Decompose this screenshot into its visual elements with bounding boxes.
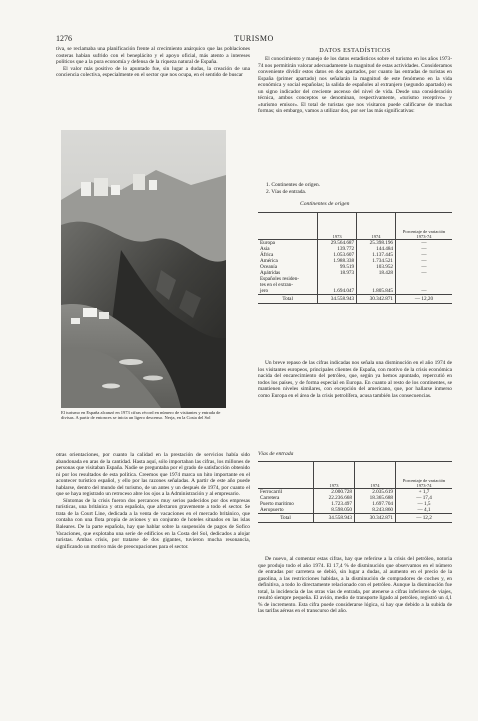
cell: — <box>396 264 453 270</box>
cell: Oceanía <box>260 264 277 270</box>
header-cell: Porcentaje de variación 1973-74 <box>396 462 453 489</box>
cell: 103.952 <box>357 264 396 270</box>
header-cell <box>258 462 313 489</box>
cell: — 4,1 <box>396 507 453 514</box>
cell: 99.519 <box>318 264 357 270</box>
cell: Puerto marítimo <box>260 501 294 507</box>
cell: — <box>396 288 453 295</box>
list-item: 2. Vías de entrada. <box>266 188 307 195</box>
cell: 29.564.687 <box>318 240 357 247</box>
header-cell: Porcentaje de variación 1973-74 <box>396 213 453 240</box>
cell: — <box>396 246 453 252</box>
cell: — 1,5 <box>396 501 453 507</box>
table-total-row <box>258 514 452 523</box>
running-header <box>56 34 452 46</box>
cell: 18.428 <box>357 270 396 276</box>
cell: — 12,20 <box>396 295 453 304</box>
cell: 2.000.728 <box>313 489 354 496</box>
paragraph: El valor más positivo de lo apuntado fue, sin lugar a dudas, la creación de una conciencia colectiva, especialmente en el sector que nos ocupa, en el sentido de buscar <box>56 65 250 79</box>
list-item: 1. Continentes de origen. <box>266 182 321 188</box>
table-continents <box>258 212 452 304</box>
cell: 30.342.871 <box>357 295 396 304</box>
paragraph: Un breve repaso de las cifras indicadas nos señala una disminución en el año 1974 de los visitantes europeos, principales clientes de España, con motivo de la crisis económica nacida del encarecimiento del petróleo, que, según ya hemos apuntado, repercutió en todos los países, y de forma especial en Europa. En cuanto al resto de los continentes, se mantienen niveles similares, con excepción del americano, que, por hallarse inmerso como Europa en el área de la crisis petrolífera, acusa también las consecuencias. <box>258 360 452 399</box>
section-title: DATOS ESTADÍSTICOS <box>319 47 391 54</box>
cell: 34.558.943 <box>318 295 357 304</box>
left-column-top <box>56 46 250 79</box>
coastal-village-photo <box>61 130 226 408</box>
header-cell: 1973 <box>318 213 357 240</box>
cell: + 1,7 <box>396 489 453 496</box>
table-header-row <box>258 462 452 489</box>
cell: América <box>260 258 278 264</box>
cell: 1.805.845 <box>357 288 396 295</box>
cell: África <box>260 252 274 258</box>
page-number: 1276 <box>56 34 72 43</box>
cell: — <box>396 240 453 247</box>
cell: 8.598.050 <box>313 507 354 514</box>
cell: 8.243.860 <box>354 507 395 514</box>
photo-caption: El turismo en España alcanzó en 1973 cifras récord en número de visitantes y entrada de divisas. A partir de entonces se inicia un ligero descenso. Nerja, en la Costa del Sol <box>61 410 221 421</box>
left-column-bottom <box>56 452 250 550</box>
cell: Ferrocarril <box>260 489 283 495</box>
cell: tes en el extran- <box>260 282 293 288</box>
paragraph: Síntomas de la crisis fueron dos percances muy serios padecidos por dos empresas turísticas, una británica y otra española, que afectaron gravemente a todo el sector. Se trata de la Court Line, dedicada a la venta de vacaciones en el mercado británico, que contaba con una flota propia de aviones y un conjunto de hoteles situados en las islas Baleares. De la parte española, hay que hablar sobre la suspensión de pagos de Sofico Vacaciones, que explotaba una serie de edificios en la Costa del Sol, dedicados a alojar turistas. Ambas crisis, por tratarse de dos gigantes, tuvieron mucha resonancia, significando un motivo más de preocupaciones para el sector. <box>56 497 250 550</box>
cell: Total <box>258 514 313 523</box>
cell: 34.558.943 <box>313 514 354 523</box>
running-title: TURISMO <box>234 34 274 43</box>
cell: 1.697.704 <box>354 501 395 507</box>
table-total-row <box>258 295 452 304</box>
cell: Españoles residen- <box>260 276 300 282</box>
cell: 1.723.497 <box>313 501 354 507</box>
table-vias <box>258 461 452 523</box>
header-cell: 1974 <box>354 462 395 489</box>
table-continents-title: Continentes de origen <box>300 201 350 207</box>
cell: 1.988.338 <box>318 258 357 264</box>
cell: Carretera <box>260 495 280 501</box>
cell: 1.694.047 <box>318 288 357 295</box>
cell: 25.398.196 <box>357 240 396 247</box>
paragraph: El conocimiento y manejo de los datos estadísticos sobre el turismo en los años 1973-74 nos permitirán valorar adecuadamente la magnitud de estas actividades. Consideramos conveniente dividir estos datos en dos apartados, por cuanto las entradas de turistas en España (primer apartado) nos señalarán la magnitud de este fenómeno en la vida económica y social españolas; la salida de españoles al extranjero (segundo apartado) es un signo indicador del creciente ascenso del nivel de vida. Desde una consideración técnica, ambos conceptos se denominan, respectivamente, «turismo receptivo» y «turismo emisor». El total de turistas que nos visitaron puede calificarse de muchas formas; sin embargo, vamos a utilizar dos, por ser las más significativas: <box>258 56 452 115</box>
cell: Apátridas <box>260 270 281 276</box>
right-column-top <box>258 56 452 115</box>
cell: 18.365.688 <box>354 495 395 501</box>
cell: — <box>396 252 453 258</box>
right-column-bottom <box>258 556 452 615</box>
paragraph: otras orientaciones, por cuanto la calidad en la prestación de servicios había sido abandonada en aras de la cantidad. Hasta aquí, sólo importaban las cifras, los millones de personas que visitaban España. Nadie se preguntaba por el grado de satisfacción obtenido ni por los resultados de esta política. Creemos que 1974 marca un hito importante en el acontecer turístico español, y ello por las razones señaladas. A partir de este año puede hablarse, dentro del mundo del turismo, de un antes y un después de 1974, por cuanto el que se haya registrado un retroceso abre los ojos a la Administración y al empresario. <box>56 452 250 498</box>
table-header-row <box>258 213 452 240</box>
cell: 22.236.668 <box>313 495 354 501</box>
cell: Asia <box>260 246 270 252</box>
header-cell: 1974 <box>357 213 396 240</box>
cell: — <box>396 258 453 264</box>
cell: 18.973 <box>318 270 357 276</box>
cell: 144.484 <box>357 246 396 252</box>
cell: 1.734.521 <box>357 258 396 264</box>
cell: 2.035.619 <box>354 489 395 496</box>
paragraph: tiva, se reclamaba una planificación frente al crecimiento anárquico que las poblaciones costeras habían sufrido con el beneplácito y el apoyo oficial, más atento a intereses políticos que a la pura economía y defensa de la riqueza natural de España. <box>56 46 250 66</box>
cell: 1.137.445 <box>357 252 396 258</box>
cell: 139.772 <box>318 246 357 252</box>
cell: Europa <box>260 240 275 246</box>
cell: Total <box>258 295 318 304</box>
header-cell: 1973 <box>313 462 354 489</box>
cell: jero <box>260 288 269 294</box>
header-cell <box>258 213 318 240</box>
cell: 30.342.871 <box>354 514 395 523</box>
numbered-list <box>258 182 452 195</box>
cell: Aeropuerto <box>260 507 284 513</box>
table-vias-title: Vías de entrada <box>258 451 294 457</box>
cell: — 17,4 <box>396 495 453 501</box>
paragraph: De nuevo, al comentar estas cifras, hay que referirse a la crisis del petróleo, notoria que produjo todo el año 1974. El 17,4 % de disminución que observamos en el número de entradas por carretera se debió, sin lugar a dudas, al aumento en el precio de la gasolina, a las restricciones habidas, a la disminución de compradores de coches y, en definitiva, a todo lo directamente relacionado con el petróleo. Aunque la disminución fue total, la incidencia de las otras vías de entrada, por atenerse a cifras inferiores de viajes, resultó siempre pequeña. El avión, medio de transporte ligado al petróleo, registró un 4,1 % de incremento. Esta cifra puede considerarse lógica, si hay que debido a la subida de las tarifas aéreas en el transcurso del año. <box>258 556 452 615</box>
cell: — 12,2 <box>396 514 453 523</box>
right-column-mid <box>258 360 452 399</box>
cell: — <box>396 270 453 276</box>
cell: 1.053.607 <box>318 252 357 258</box>
